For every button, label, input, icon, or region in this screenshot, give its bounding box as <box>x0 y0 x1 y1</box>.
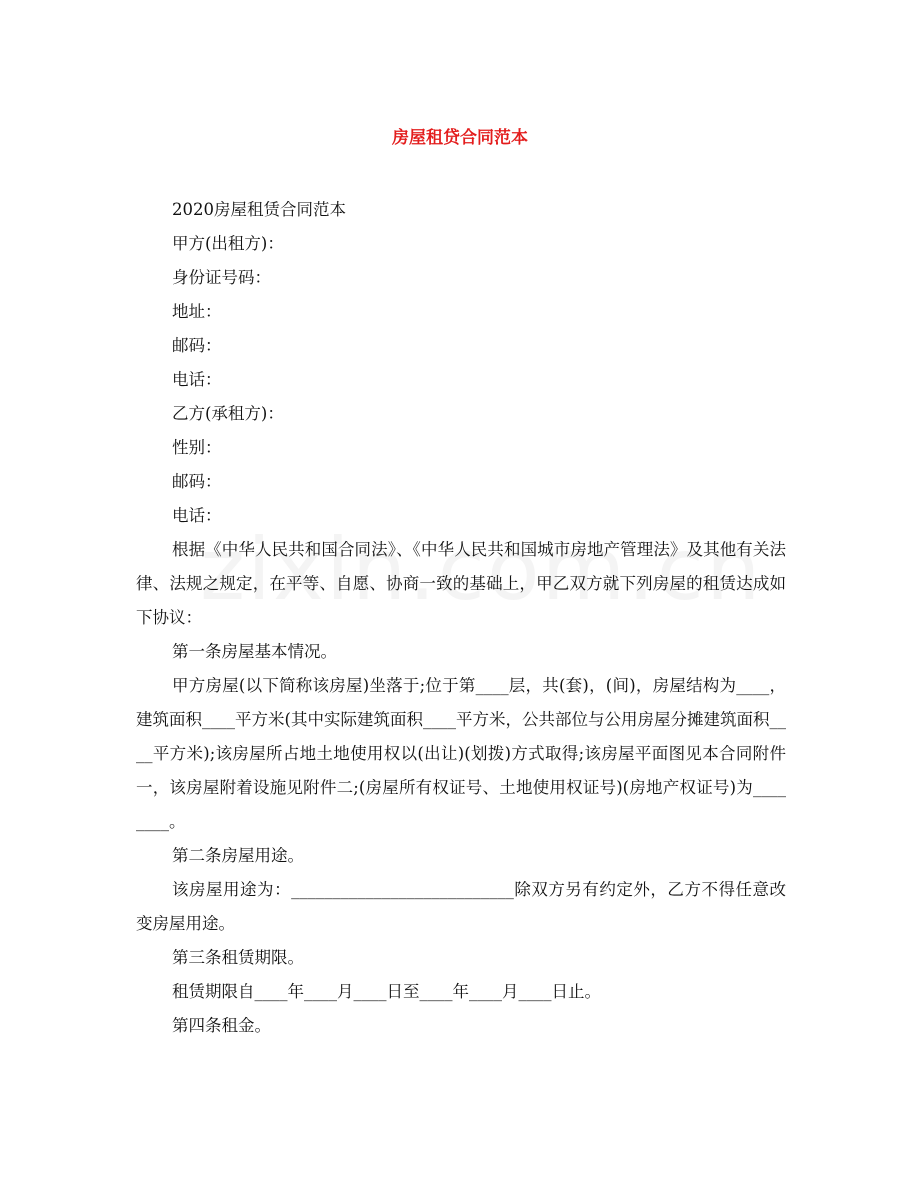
gender-label: 性别： <box>172 438 222 457</box>
document-title: 房屋租贷合同范本 <box>392 128 528 148</box>
article-1-heading: 第一条房屋基本情况。 <box>172 642 337 661</box>
article-3-paragraph: 租赁期限自____年____月____日至____年____月____日止。 <box>172 982 601 1001</box>
article-2-heading: 第二条房屋用途。 <box>172 846 304 865</box>
article-2-paragraph: 该房屋用途为：___________________________除双方另有约定外，乙方不得任意改变房屋用途。 <box>136 880 786 933</box>
phone-label-b: 电话： <box>172 506 222 525</box>
article-1-paragraph: 甲方房屋(以下简称该房屋)坐落于;位于第____层，共(套)，(间)，房屋结构为____，建筑面积____平方米(其中实际建筑面积____平方米，公共部位与公用房屋分摊建筑面积____平方米);该房屋所占地土地使用权以(出让)(划拨)方式取得;该房屋平面图见本合同附件一，该房屋附着设施见附件二;(房屋所有权证号、土地使用权证号)(房地产权证号)为________。 <box>136 676 786 831</box>
phone-label-a: 电话： <box>172 370 222 389</box>
article-3-heading: 第三条租赁期限。 <box>172 948 304 967</box>
contract-heading: 2020房屋租赁合同范本 <box>172 200 346 219</box>
address-label: 地址： <box>172 302 222 321</box>
document-body <box>136 193 786 1043</box>
party-a-label: 甲方(出租方)： <box>172 234 284 253</box>
article-4-heading: 第四条租金。 <box>172 1016 271 1035</box>
preamble-paragraph: 根据《中华人民共和国合同法》、《中华人民共和国城市房地产管理法》及其他有关法律、法规之规定，在平等、自愿、协商一致的基础上，甲乙双方就下列房屋的租赁达成如下协议： <box>136 540 786 627</box>
party-b-label: 乙方(承租方)： <box>172 404 284 423</box>
postcode-label-a: 邮码： <box>172 336 222 355</box>
postcode-label-b: 邮码： <box>172 472 222 491</box>
id-number-label: 身份证号码： <box>172 268 271 287</box>
